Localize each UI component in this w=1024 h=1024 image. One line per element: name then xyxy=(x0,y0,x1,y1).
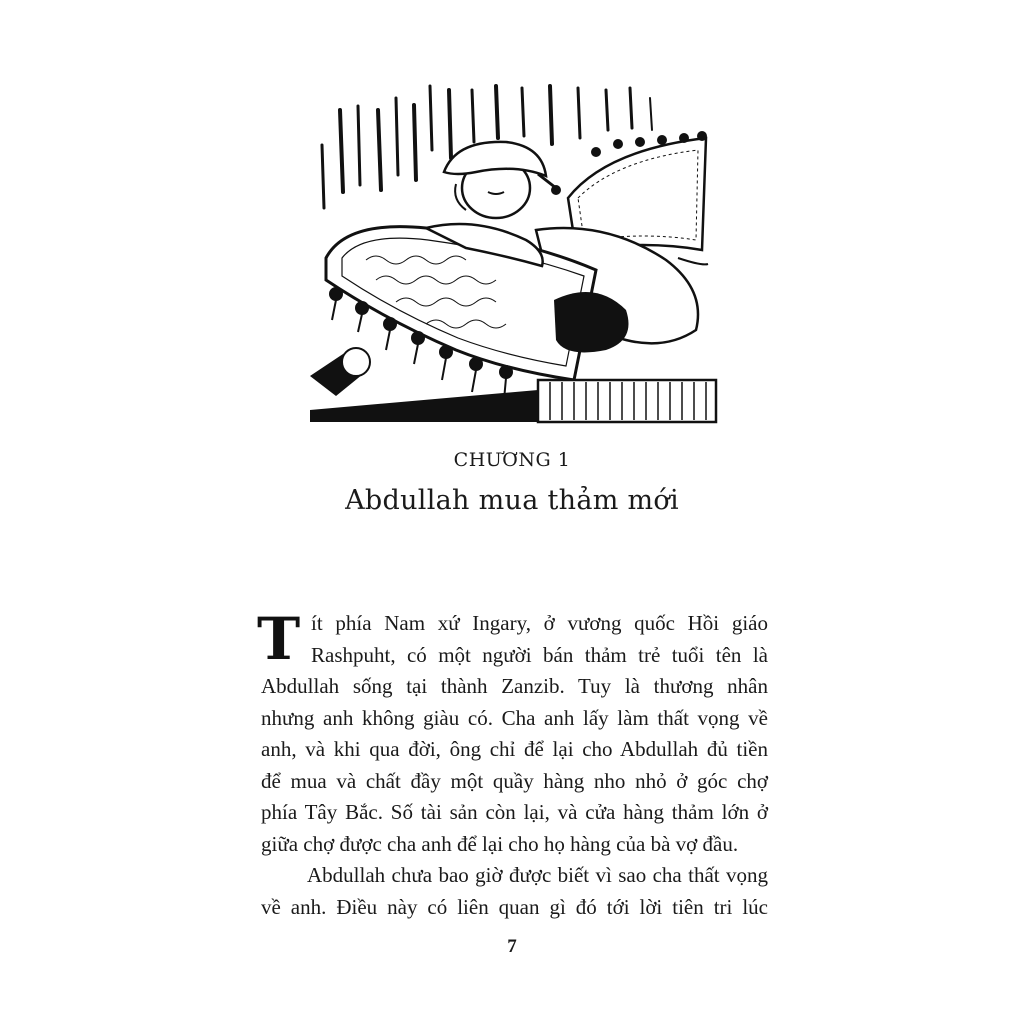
text-line: về anh. Điều này có liên quan gì đó tới lời tiên tri lúc xyxy=(261,894,768,919)
text-line: Abdullah chưa bao giờ được biết vì sao cha thất vọng xyxy=(307,863,768,887)
drop-cap: T xyxy=(257,605,301,673)
text-line: phía Tây Bắc. Số tài sản còn lại, và cửa hàng thảm lớn ở xyxy=(261,800,768,824)
page-number: 7 xyxy=(507,936,517,957)
chapter-label: CHƯƠNG 1 xyxy=(453,449,571,471)
text-line: anh, và khi qua đời, ông chỉ để lại cho Abdullah đủ tiền xyxy=(261,737,768,761)
text-line: Rashpuht, có một người bán thảm trẻ tuổi tên là xyxy=(311,642,768,667)
body-text xyxy=(257,605,768,923)
chapter-title: Abdullah mua thảm mới xyxy=(345,485,679,516)
text-line: ít phía Nam xứ Ingary, ở vương quốc Hồi giáo xyxy=(311,611,768,635)
text-line: để mua và chất đầy một quầy hàng nho nhỏ ở góc chợ xyxy=(261,768,768,793)
text-line: Abdullah sống tại thành Zanzib. Tuy là thương nhân xyxy=(261,674,768,698)
text-line: nhưng anh không giàu có. Cha anh lấy làm thất vọng về xyxy=(261,705,768,730)
text-line: giữa chợ được cha anh để lại cho họ hàng của bà vợ đầu. xyxy=(261,831,739,856)
flying-carpet-illustration xyxy=(306,80,720,424)
